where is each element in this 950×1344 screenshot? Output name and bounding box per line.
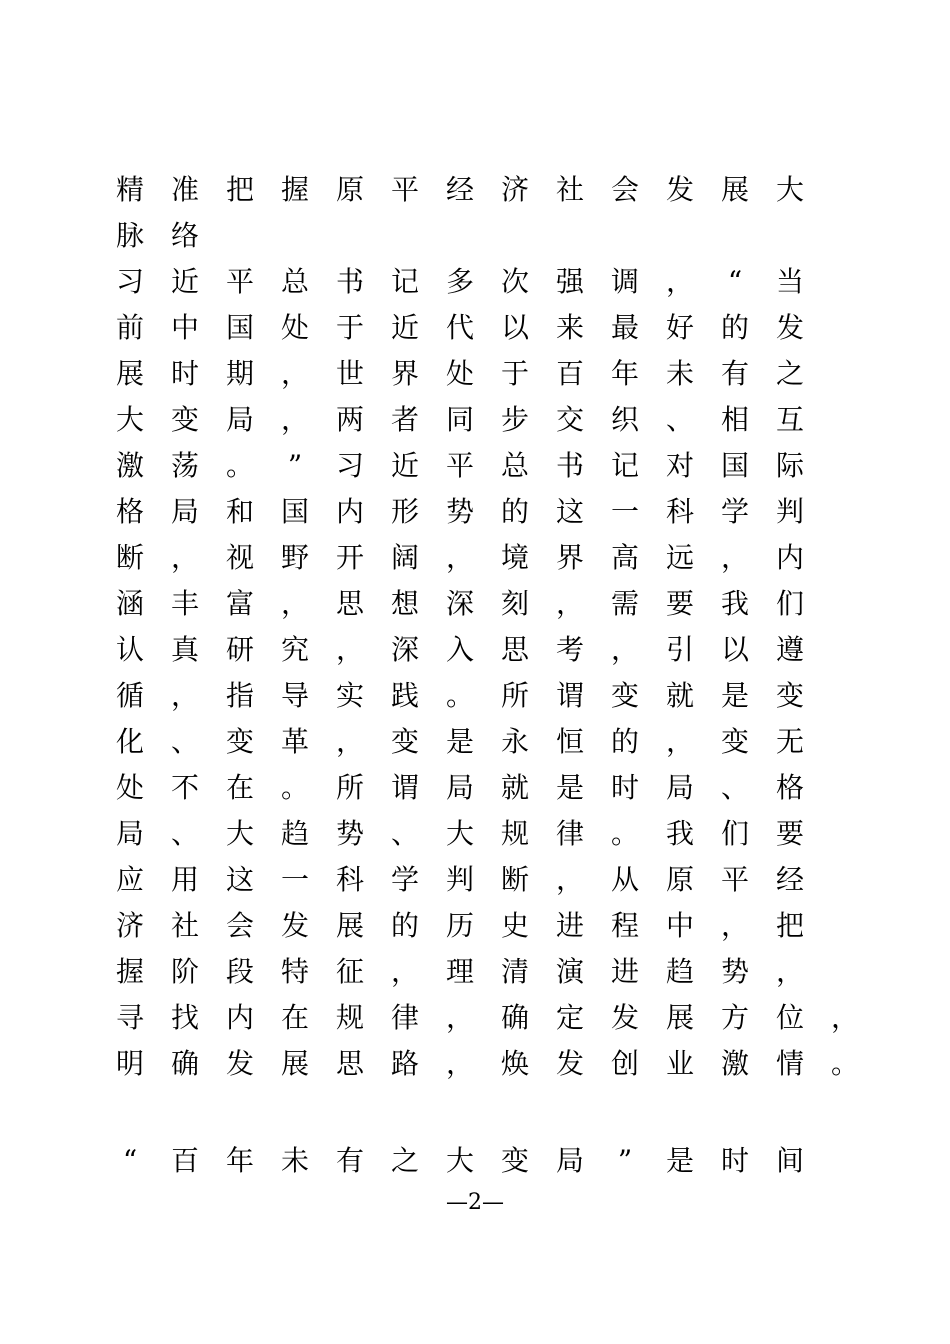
text-char: 展 bbox=[720, 173, 749, 206]
text-char: 势 bbox=[335, 817, 364, 850]
text-char: 永 bbox=[500, 725, 529, 758]
text-char: 趋 bbox=[280, 817, 309, 850]
text-char: 境 bbox=[500, 541, 529, 574]
text-char: 原 bbox=[335, 173, 364, 206]
text-char: 变 bbox=[610, 679, 639, 712]
text-char: 展 bbox=[280, 1047, 309, 1080]
text-char: 恒 bbox=[555, 725, 584, 758]
text-char: 实 bbox=[335, 679, 364, 712]
text-char: 局 bbox=[170, 495, 199, 528]
text-char: 发 bbox=[775, 311, 804, 344]
paragraph-line bbox=[110, 906, 870, 946]
text-char: 在 bbox=[225, 771, 254, 804]
text-char: 变 bbox=[500, 1144, 529, 1177]
text-char: 焕 bbox=[500, 1047, 529, 1080]
text-char: 时 bbox=[170, 357, 199, 390]
text-char: 就 bbox=[665, 679, 694, 712]
text-char: 深 bbox=[445, 587, 474, 620]
text-char: 国 bbox=[225, 311, 254, 344]
text-char: 入 bbox=[445, 633, 474, 666]
text-char: 寻 bbox=[115, 1001, 144, 1034]
text-char: 好 bbox=[665, 311, 694, 344]
text-char: 位 bbox=[775, 1001, 804, 1034]
text-char: 。 bbox=[830, 1047, 859, 1080]
text-char: 考 bbox=[555, 633, 584, 666]
text-char: 路 bbox=[390, 1047, 419, 1080]
text-char: 确 bbox=[170, 1047, 199, 1080]
text-char: 精 bbox=[115, 173, 144, 206]
text-char: ， bbox=[335, 633, 364, 666]
paragraph-line bbox=[110, 1044, 870, 1084]
text-char: 互 bbox=[775, 403, 804, 436]
text-char: 变 bbox=[170, 403, 199, 436]
text-char: 期 bbox=[225, 357, 254, 390]
text-char: 段 bbox=[225, 955, 254, 988]
text-char: 、 bbox=[665, 403, 694, 436]
text-char: 步 bbox=[500, 403, 529, 436]
text-char: 未 bbox=[280, 1144, 309, 1177]
text-char: 原 bbox=[665, 863, 694, 896]
text-char: ， bbox=[445, 1001, 474, 1034]
text-char: 进 bbox=[555, 909, 584, 942]
text-char: 济 bbox=[115, 909, 144, 942]
paragraph-line bbox=[110, 722, 870, 762]
paragraph-line bbox=[110, 768, 870, 808]
text-char: 是 bbox=[665, 1144, 694, 1177]
text-char: 的 bbox=[610, 725, 639, 758]
text-char: 。 bbox=[280, 771, 309, 804]
text-char: 格 bbox=[775, 771, 804, 804]
text-char: 大 bbox=[115, 403, 144, 436]
text-char: 处 bbox=[445, 357, 474, 390]
text-char: 趋 bbox=[665, 955, 694, 988]
text-char: 阶 bbox=[170, 955, 199, 988]
text-char: 同 bbox=[445, 403, 474, 436]
text-char: 内 bbox=[775, 541, 804, 574]
text-char: 世 bbox=[335, 357, 364, 390]
text-char: 经 bbox=[775, 863, 804, 896]
text-char: 书 bbox=[335, 265, 364, 298]
text-char: 需 bbox=[610, 587, 639, 620]
paragraph-line bbox=[110, 952, 870, 992]
text-char: ， bbox=[445, 541, 474, 574]
text-char: ， bbox=[555, 587, 584, 620]
text-char: 年 bbox=[610, 357, 639, 390]
text-char: 程 bbox=[610, 909, 639, 942]
text-char: 界 bbox=[555, 541, 584, 574]
text-char: 情 bbox=[775, 1047, 804, 1080]
paragraph-line bbox=[110, 630, 870, 670]
text-char: 相 bbox=[720, 403, 749, 436]
text-char: 总 bbox=[500, 449, 529, 482]
text-char: 深 bbox=[390, 633, 419, 666]
paragraph-line bbox=[110, 1141, 870, 1181]
text-char: 方 bbox=[720, 1001, 749, 1034]
text-char: 会 bbox=[225, 909, 254, 942]
text-char: ， bbox=[280, 403, 309, 436]
text-char: 是 bbox=[720, 679, 749, 712]
text-char: 激 bbox=[115, 449, 144, 482]
text-char: 大 bbox=[775, 173, 804, 206]
text-char: 总 bbox=[280, 265, 309, 298]
text-char: 强 bbox=[555, 265, 584, 298]
text-char: 近 bbox=[170, 265, 199, 298]
text-char: 国 bbox=[720, 449, 749, 482]
text-char: 富 bbox=[225, 587, 254, 620]
text-char: 社 bbox=[170, 909, 199, 942]
text-char: 判 bbox=[775, 495, 804, 528]
text-char: 处 bbox=[115, 771, 144, 804]
text-char: 界 bbox=[390, 357, 419, 390]
text-char: 所 bbox=[335, 771, 364, 804]
text-char: 是 bbox=[445, 725, 474, 758]
text-char: 野 bbox=[280, 541, 309, 574]
text-char: 。 bbox=[610, 817, 639, 850]
text-char: 会 bbox=[610, 173, 639, 206]
text-char: 这 bbox=[555, 495, 584, 528]
text-char: 、 bbox=[170, 817, 199, 850]
text-char: 未 bbox=[665, 357, 694, 390]
text-char: 学 bbox=[720, 495, 749, 528]
paragraph-line bbox=[110, 400, 870, 440]
text-char: 思 bbox=[335, 1047, 364, 1080]
text-char: 就 bbox=[500, 771, 529, 804]
text-char: 势 bbox=[445, 495, 474, 528]
text-char: 习 bbox=[115, 265, 144, 298]
text-char: ， bbox=[280, 587, 309, 620]
text-char: 中 bbox=[170, 311, 199, 344]
text-char: 展 bbox=[335, 909, 364, 942]
text-char: 变 bbox=[225, 725, 254, 758]
text-char: 以 bbox=[500, 311, 529, 344]
text-char: 确 bbox=[500, 1001, 529, 1034]
text-char: 革 bbox=[280, 725, 309, 758]
text-char: 内 bbox=[335, 495, 364, 528]
text-char: 习 bbox=[335, 449, 364, 482]
text-char: 局 bbox=[555, 1144, 584, 1177]
text-char: 记 bbox=[610, 449, 639, 482]
text-char: 研 bbox=[225, 633, 254, 666]
text-char: 交 bbox=[555, 403, 584, 436]
text-char: 于 bbox=[500, 357, 529, 390]
text-char: 。 bbox=[225, 449, 254, 482]
text-char: 形 bbox=[390, 495, 419, 528]
text-char: 阔 bbox=[390, 541, 419, 574]
text-char: 处 bbox=[280, 311, 309, 344]
text-char: 导 bbox=[280, 679, 309, 712]
text-char: 、 bbox=[720, 771, 749, 804]
text-char: 业 bbox=[665, 1047, 694, 1080]
text-char: 平 bbox=[720, 863, 749, 896]
text-char: 的 bbox=[720, 311, 749, 344]
text-char: 在 bbox=[280, 1001, 309, 1034]
text-char: 。 bbox=[445, 679, 474, 712]
text-char: 变 bbox=[390, 725, 419, 758]
text-char: 发 bbox=[225, 1047, 254, 1080]
text-char: ， bbox=[555, 863, 584, 896]
text-char: 准 bbox=[170, 173, 199, 206]
text-char: 格 bbox=[115, 495, 144, 528]
text-char: 断 bbox=[500, 863, 529, 896]
text-char: 记 bbox=[390, 265, 419, 298]
text-char: 的 bbox=[500, 495, 529, 528]
text-char: 之 bbox=[390, 1144, 419, 1177]
text-char: 势 bbox=[720, 955, 749, 988]
paragraph-line bbox=[110, 814, 870, 854]
text-char: 们 bbox=[720, 817, 749, 850]
text-char: 明 bbox=[115, 1047, 144, 1080]
text-char: 两 bbox=[335, 403, 364, 436]
text-char: 年 bbox=[225, 1144, 254, 1177]
text-char: 之 bbox=[775, 357, 804, 390]
text-char: 次 bbox=[500, 265, 529, 298]
text-char: 调 bbox=[610, 265, 639, 298]
text-char: 近 bbox=[390, 449, 419, 482]
text-char: 近 bbox=[390, 311, 419, 344]
text-char: 、 bbox=[170, 725, 199, 758]
text-char: 谓 bbox=[555, 679, 584, 712]
text-char: 把 bbox=[225, 173, 254, 206]
text-char: 有 bbox=[335, 1144, 364, 1177]
text-char: 者 bbox=[390, 403, 419, 436]
text-char: 丰 bbox=[170, 587, 199, 620]
text-char: 荡 bbox=[170, 449, 199, 482]
text-char: 和 bbox=[225, 495, 254, 528]
text-char: ， bbox=[775, 955, 804, 988]
heading-line bbox=[110, 216, 870, 256]
text-char: 大 bbox=[445, 1144, 474, 1177]
text-char: 创 bbox=[610, 1047, 639, 1080]
text-char: 科 bbox=[665, 495, 694, 528]
text-char: 无 bbox=[775, 725, 804, 758]
text-char: ， bbox=[390, 955, 419, 988]
text-char: 经 bbox=[445, 173, 474, 206]
text-char: 律 bbox=[555, 817, 584, 850]
text-char: 这 bbox=[225, 863, 254, 896]
text-char: 化 bbox=[115, 725, 144, 758]
text-char: 的 bbox=[390, 909, 419, 942]
text-char: 规 bbox=[500, 817, 529, 850]
text-char: 学 bbox=[390, 863, 419, 896]
text-char: ， bbox=[610, 633, 639, 666]
text-char: ， bbox=[665, 265, 694, 298]
text-char: ， bbox=[830, 1001, 859, 1034]
text-char: 握 bbox=[280, 173, 309, 206]
text-char: 进 bbox=[610, 955, 639, 988]
paragraph-line bbox=[110, 354, 870, 394]
text-char: 循 bbox=[115, 679, 144, 712]
text-char: 思 bbox=[335, 587, 364, 620]
text-char: 变 bbox=[775, 679, 804, 712]
text-char: 践 bbox=[390, 679, 419, 712]
text-char: 织 bbox=[610, 403, 639, 436]
text-char: 历 bbox=[445, 909, 474, 942]
paragraph-line bbox=[110, 860, 870, 900]
text-char: 我 bbox=[720, 587, 749, 620]
text-char: 开 bbox=[335, 541, 364, 574]
text-char: 指 bbox=[225, 679, 254, 712]
text-char: 平 bbox=[225, 265, 254, 298]
text-char: 间 bbox=[775, 1144, 804, 1177]
paragraph-line bbox=[110, 262, 870, 302]
text-char: 断 bbox=[115, 541, 144, 574]
text-char: 时 bbox=[610, 771, 639, 804]
text-char: 前 bbox=[115, 311, 144, 344]
text-char: 局 bbox=[225, 403, 254, 436]
text-char: ， bbox=[665, 725, 694, 758]
text-char: 时 bbox=[720, 1144, 749, 1177]
text-char: 、 bbox=[390, 817, 419, 850]
paragraph-line bbox=[110, 538, 870, 578]
text-char: 展 bbox=[665, 1001, 694, 1034]
text-char: 发 bbox=[610, 1001, 639, 1034]
text-char: 济 bbox=[500, 173, 529, 206]
paragraph-line bbox=[110, 998, 870, 1038]
text-char: ， bbox=[280, 357, 309, 390]
text-char: ， bbox=[720, 541, 749, 574]
text-char: 百 bbox=[555, 357, 584, 390]
paragraph-line bbox=[110, 492, 870, 532]
text-char: 们 bbox=[775, 587, 804, 620]
text-char: “ bbox=[727, 265, 743, 298]
text-char: 平 bbox=[445, 449, 474, 482]
text-char: 史 bbox=[500, 909, 529, 942]
text-char: 想 bbox=[390, 587, 419, 620]
heading-line bbox=[110, 170, 870, 210]
paragraph-line bbox=[110, 676, 870, 716]
text-char: 代 bbox=[445, 311, 474, 344]
text-char: ， bbox=[170, 541, 199, 574]
text-char: 中 bbox=[665, 909, 694, 942]
text-char: 清 bbox=[500, 955, 529, 988]
text-char: 遵 bbox=[775, 633, 804, 666]
text-char: 以 bbox=[720, 633, 749, 666]
text-char: 一 bbox=[280, 863, 309, 896]
text-char: 局 bbox=[665, 771, 694, 804]
text-char: ” bbox=[287, 449, 303, 482]
text-char: ， bbox=[170, 679, 199, 712]
text-char: 用 bbox=[170, 863, 199, 896]
text-char: 络 bbox=[170, 219, 199, 252]
page-number: —2— bbox=[446, 1190, 504, 1215]
text-char: 国 bbox=[280, 495, 309, 528]
text-char: 大 bbox=[225, 817, 254, 850]
text-char: 演 bbox=[555, 955, 584, 988]
text-char: 平 bbox=[390, 173, 419, 206]
text-char: 我 bbox=[665, 817, 694, 850]
text-char: 脉 bbox=[115, 219, 144, 252]
text-char: 谓 bbox=[390, 771, 419, 804]
text-char: 思 bbox=[500, 633, 529, 666]
text-char: 认 bbox=[115, 633, 144, 666]
text-char: 律 bbox=[390, 1001, 419, 1034]
text-char: 有 bbox=[720, 357, 749, 390]
text-char: 要 bbox=[665, 587, 694, 620]
paragraph-line bbox=[110, 308, 870, 348]
text-char: 涵 bbox=[115, 587, 144, 620]
text-char: 大 bbox=[445, 817, 474, 850]
text-char: ， bbox=[335, 725, 364, 758]
text-char: 远 bbox=[665, 541, 694, 574]
text-char: 激 bbox=[720, 1047, 749, 1080]
text-char: 判 bbox=[445, 863, 474, 896]
text-char: ， bbox=[445, 1047, 474, 1080]
text-char: 变 bbox=[720, 725, 749, 758]
text-char: 定 bbox=[555, 1001, 584, 1034]
text-char: 把 bbox=[775, 909, 804, 942]
text-char: 视 bbox=[225, 541, 254, 574]
text-char: 来 bbox=[555, 311, 584, 344]
text-char: 所 bbox=[500, 679, 529, 712]
paragraph-line bbox=[110, 446, 870, 486]
text-char: 规 bbox=[335, 1001, 364, 1034]
text-char: 内 bbox=[225, 1001, 254, 1034]
text-char: 征 bbox=[335, 955, 364, 988]
text-char: 科 bbox=[335, 863, 364, 896]
text-char: 对 bbox=[665, 449, 694, 482]
text-char: 要 bbox=[775, 817, 804, 850]
text-char: 特 bbox=[280, 955, 309, 988]
paragraph-line bbox=[110, 584, 870, 624]
text-char: 真 bbox=[170, 633, 199, 666]
text-char: 百 bbox=[170, 1144, 199, 1177]
text-char: 局 bbox=[115, 817, 144, 850]
text-char: 多 bbox=[445, 265, 474, 298]
text-char: 刻 bbox=[500, 587, 529, 620]
text-char: 是 bbox=[555, 771, 584, 804]
text-char: 于 bbox=[335, 311, 364, 344]
text-char: 社 bbox=[555, 173, 584, 206]
text-char: 从 bbox=[610, 863, 639, 896]
text-char: 发 bbox=[555, 1047, 584, 1080]
text-char: ， bbox=[720, 909, 749, 942]
text-char: 局 bbox=[445, 771, 474, 804]
text-char: 握 bbox=[115, 955, 144, 988]
text-char: 引 bbox=[665, 633, 694, 666]
text-char: 理 bbox=[445, 955, 474, 988]
text-char: 书 bbox=[555, 449, 584, 482]
text-char: 究 bbox=[280, 633, 309, 666]
text-char: 最 bbox=[610, 311, 639, 344]
text-char: 找 bbox=[170, 1001, 199, 1034]
text-char: 高 bbox=[610, 541, 639, 574]
text-char: 当 bbox=[775, 265, 804, 298]
text-char: 发 bbox=[280, 909, 309, 942]
text-char: ” bbox=[617, 1144, 633, 1177]
text-char: 际 bbox=[775, 449, 804, 482]
text-char: 一 bbox=[610, 495, 639, 528]
text-char: 发 bbox=[665, 173, 694, 206]
text-char: 不 bbox=[170, 771, 199, 804]
text-char: 应 bbox=[115, 863, 144, 896]
text-char: 展 bbox=[115, 357, 144, 390]
text-char: “ bbox=[122, 1144, 138, 1177]
